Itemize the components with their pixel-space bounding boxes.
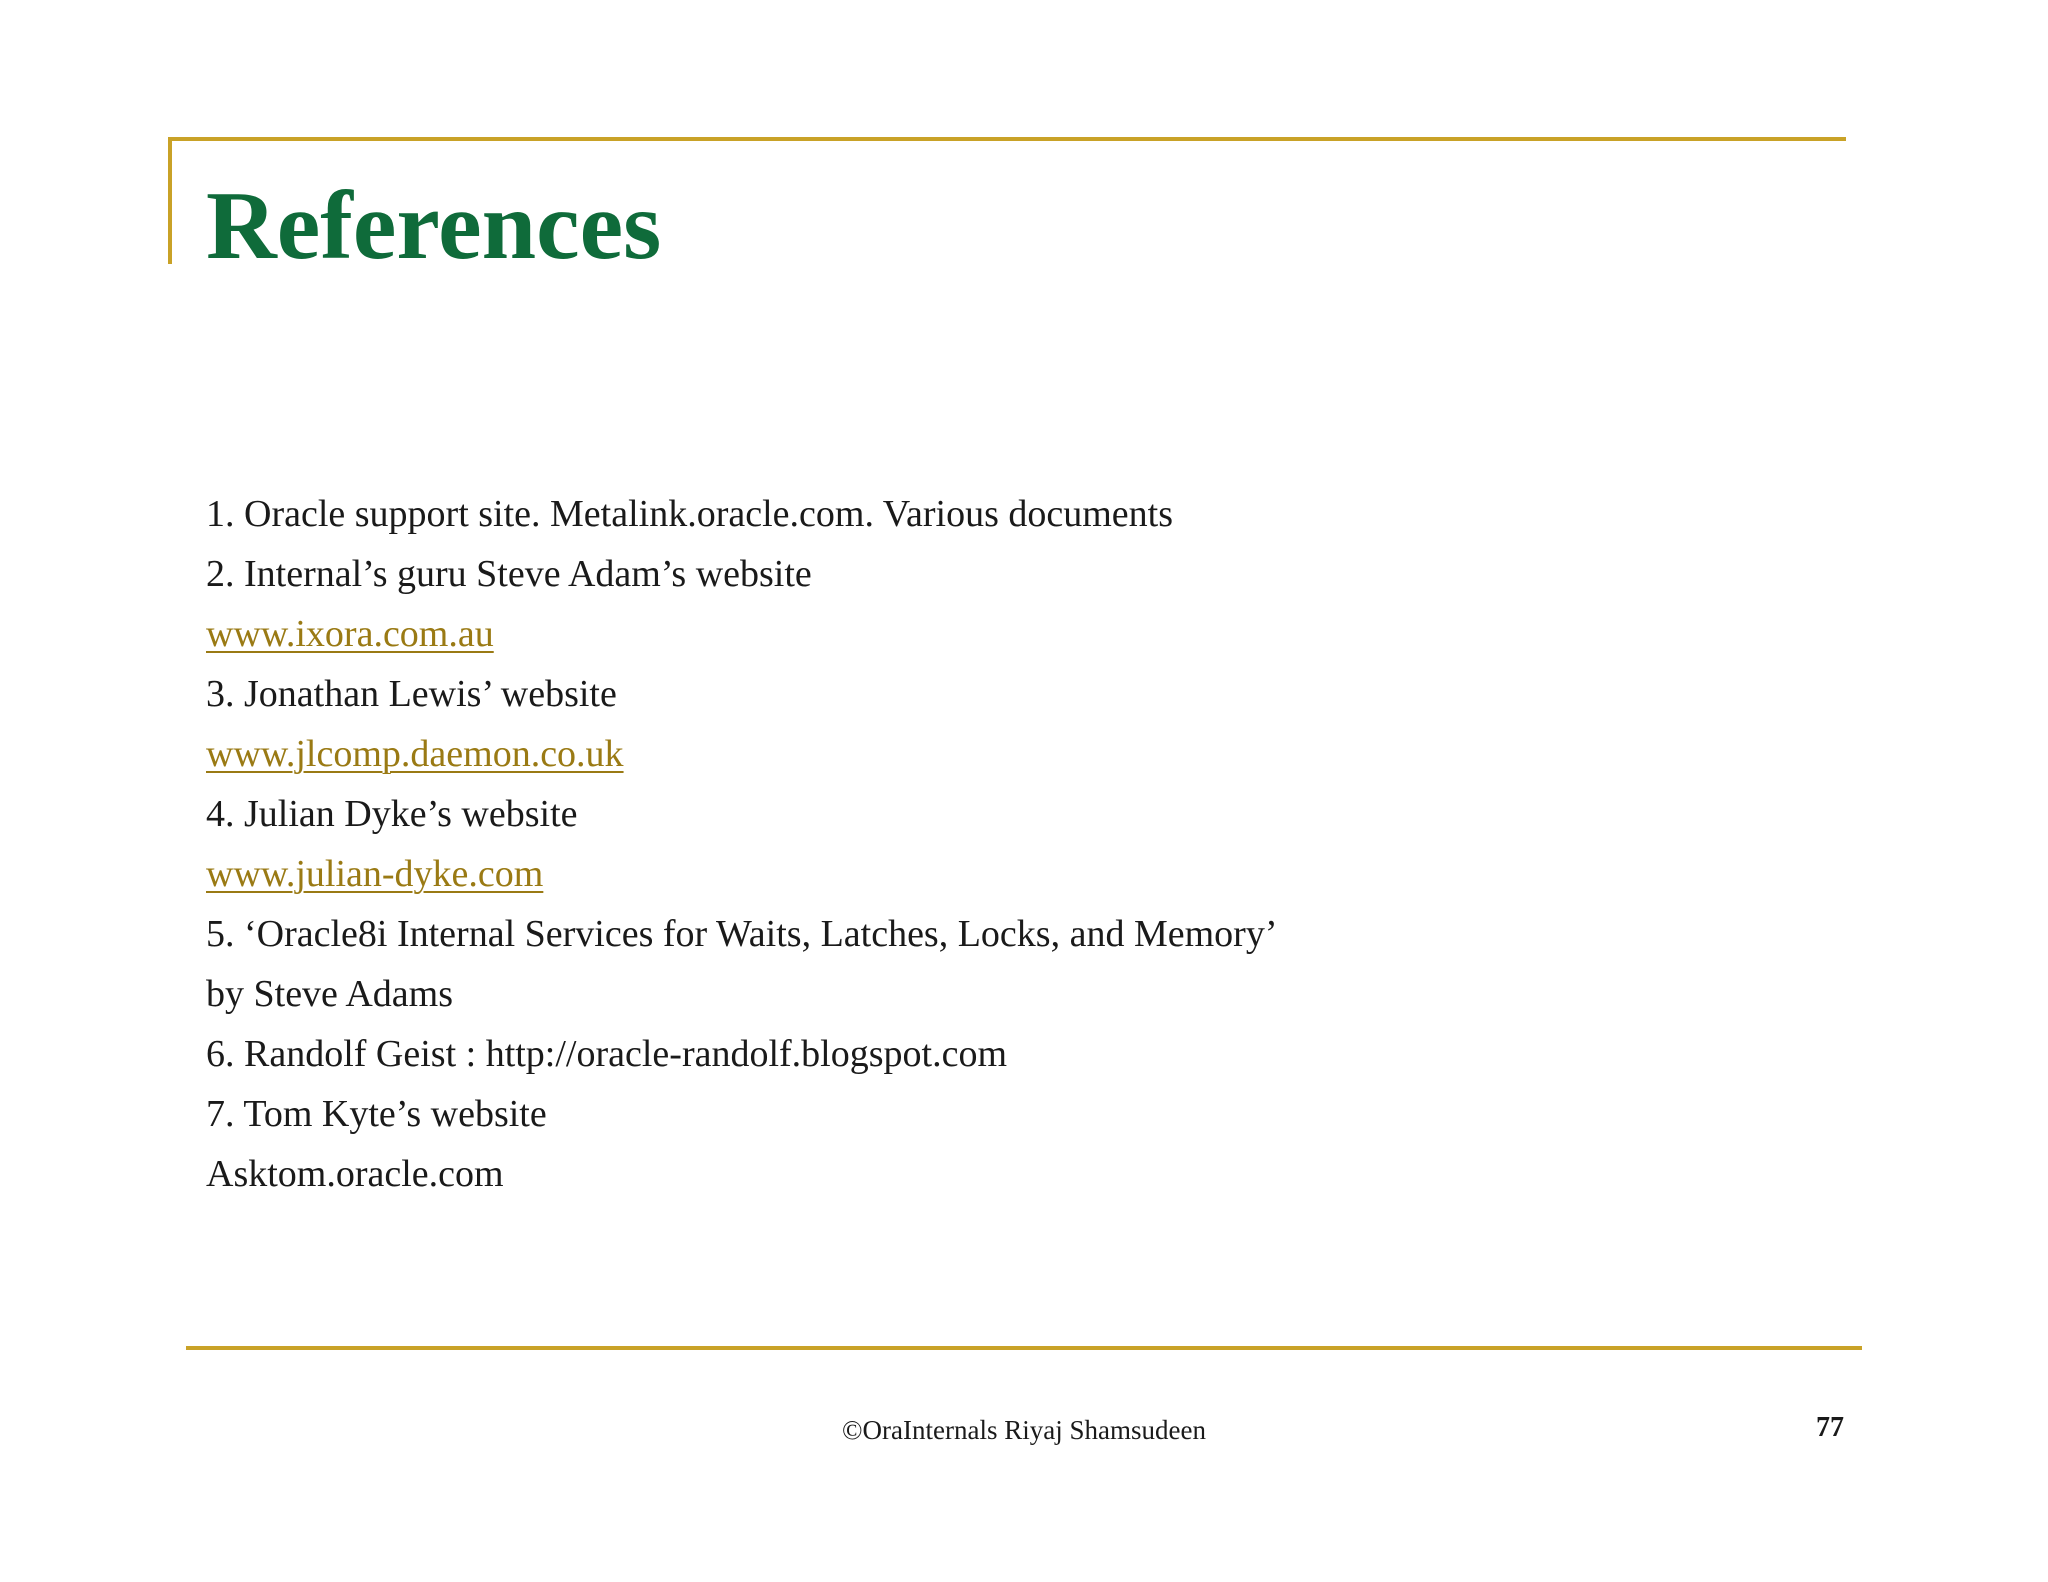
julian-dyke-link[interactable]: www.julian-dyke.com: [206, 853, 544, 895]
slide-title: References: [206, 172, 662, 280]
reference-item-4: 4. Julian Dyke’s website: [206, 793, 578, 835]
reference-list: [206, 484, 1706, 1204]
title-frame-left-rule: [168, 137, 172, 264]
reference-item-7-site: Asktom.oracle.com: [206, 1153, 504, 1195]
title-frame-top-rule: [168, 137, 1846, 141]
reference-item-2: 2. Internal’s guru Steve Adam’s website: [206, 553, 812, 595]
reference-item-7: 7. Tom Kyte’s website: [206, 1093, 547, 1135]
reference-link-jlcomp: [206, 724, 1706, 784]
reference-link-ixora: [206, 604, 1706, 664]
reference-item-6: 6. Randolf Geist : http://oracle-randolf.blogspot.com: [206, 1033, 1008, 1075]
jlcomp-link[interactable]: www.jlcomp.daemon.co.uk: [206, 733, 624, 775]
reference-item-5: 5. ‘Oracle8i Internal Services for Waits, Latches, Locks, and Memory’: [206, 913, 1278, 955]
reference-item-3: 3. Jonathan Lewis’ website: [206, 673, 617, 715]
ixora-link[interactable]: www.ixora.com.au: [206, 613, 494, 655]
footer-credit: ©OraInternals Riyaj Shamsudeen: [842, 1415, 1206, 1445]
reference-item-1: 1. Oracle support site. Metalink.oracle.com. Various documents: [206, 493, 1173, 535]
footer-rule: [186, 1346, 1862, 1350]
page-number: 77: [1816, 1412, 1844, 1443]
reference-item-5-author: by Steve Adams: [206, 973, 453, 1015]
reference-link-julian-dyke: [206, 844, 1706, 904]
